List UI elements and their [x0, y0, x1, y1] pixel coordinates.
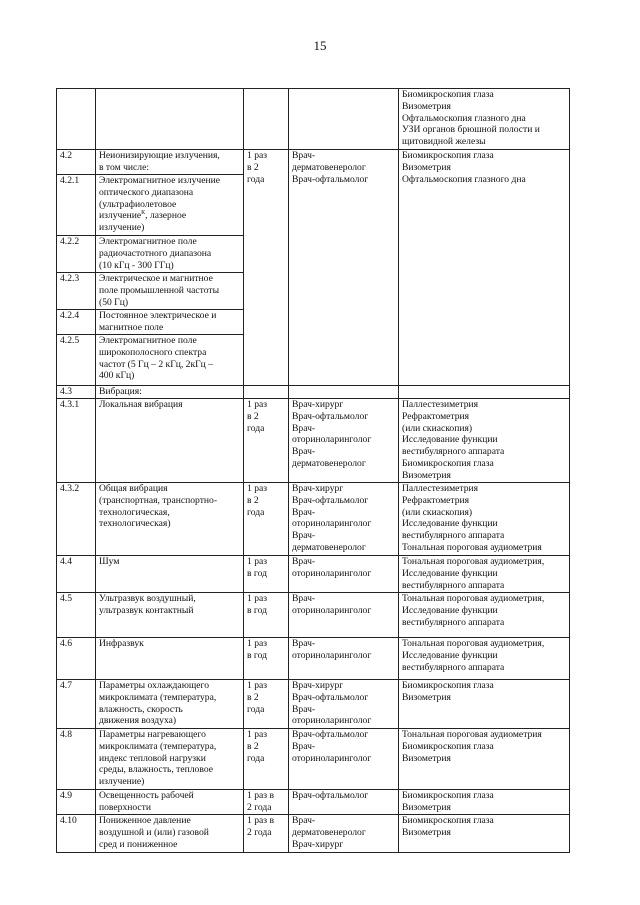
row-number: 4.3 — [57, 386, 96, 399]
frequency-cell: 1 раз в 2 года — [244, 729, 289, 790]
frequency-cell: 1 раз в год — [244, 593, 289, 638]
factor-cell: Электрическое и магнитное поле промышленной частоты (50 Гц) — [96, 273, 244, 310]
table-row — [57, 638, 570, 680]
exams-cell: Тональная пороговая аудиометрия, Исследование функции вестибулярного аппарата — [399, 556, 570, 593]
factor-cell: Электромагнитное поле радиочастотного диапазона (10 кГц - 300 ГГц) — [96, 236, 244, 273]
factor-cell: Пониженное давление воздушной и (или) газовой сред и пониженное — [96, 815, 244, 853]
factor-cell: Постоянное электрическое и магнитное поле — [96, 310, 244, 335]
doctors-cell — [289, 386, 399, 399]
frequency-cell: 1 раз в 2 года — [244, 680, 289, 729]
doctors-cell: Врач-хирург Врач-офтальмолог Врач- оториноларинголог — [289, 680, 399, 729]
doctors-cell: Врач-хирург Врач-офтальмолог Врач- оториноларинголог Врач- дерматовенеролог — [289, 399, 399, 483]
row-number: 4.9 — [57, 790, 96, 815]
factor-cell: Неионизирующие излучения, в том числе: — [96, 150, 244, 175]
frequency-cell: 1 раз в 2 года — [244, 150, 289, 386]
doctors-cell: Врач-офтальмолог Врач- оториноларинголог — [289, 729, 399, 790]
exams-cell: Тональная пороговая аудиометрия, Исследование функции вестибулярного аппарата — [399, 593, 570, 638]
row-number: 4.10 — [57, 815, 96, 853]
row-number: 4.3.2 — [57, 483, 96, 556]
factor-cell — [96, 89, 244, 150]
frequency-cell: 1 раз в 2 года — [244, 815, 289, 853]
factor-cell: Ультразвук воздушный, ультразвук контактный — [96, 593, 244, 638]
frequency-cell: 1 раз в 2 года — [244, 483, 289, 556]
row-number: 4.2.4 — [57, 310, 96, 335]
factor-cell: Электромагнитное излучение оптического диапазона (ультрафиолетовое излучение$^К$, лазерное излучение) — [96, 175, 244, 236]
frequency-cell: 1 раз в 2 года — [244, 790, 289, 815]
doctors-cell: Врач- оториноларинголог — [289, 593, 399, 638]
factor-cell: Общая вибрация (транспортная, транспортно- технологическая, технологическая) — [96, 483, 244, 556]
factor-cell: Параметры нагревающего микроклимата (температура, индекс тепловой нагрузки среды, влажность, тепловое излучение) — [96, 729, 244, 790]
factor-cell: Освещенность рабочей поверхности — [96, 790, 244, 815]
factor-cell: Локальная вибрация — [96, 399, 244, 483]
factor-cell: Электромагнитное поле широкополосного спектра частот (5 Гц – 2 кГц, 2кГц – 400 кГц) — [96, 335, 244, 386]
exams-cell: Тональная пороговая аудиометрия Биомикроскопия глаза Визометрия — [399, 729, 570, 790]
doctors-cell: Врач- дерматовенеролог Врач-офтальмолог — [289, 150, 399, 386]
table-row — [57, 593, 570, 638]
table-row — [57, 790, 570, 815]
exams-cell: Тональная пороговая аудиометрия, Исследование функции вестибулярного аппарата — [399, 638, 570, 680]
doctors-cell: Врач- оториноларинголог — [289, 638, 399, 680]
exams-cell: Паллестезиметрия Рефрактометрия (или скиаскопия) Исследование функции вестибулярного аппарата Тональная пороговая аудиометрия — [399, 483, 570, 556]
table-row — [57, 386, 570, 399]
table-row — [57, 483, 570, 556]
frequency-cell — [244, 89, 289, 150]
exams-cell: Биомикроскопия глаза Визометрия Офтальмоскопия глазного дна УЗИ органов брюшной полости и щитовидной железы — [399, 89, 570, 150]
row-number: 4.7 — [57, 680, 96, 729]
row-number: 4.8 — [57, 729, 96, 790]
row-number: 4.3.1 — [57, 399, 96, 483]
table-row — [57, 729, 570, 790]
row-number: 4.4 — [57, 556, 96, 593]
exams-cell — [399, 386, 570, 399]
table-row — [57, 89, 570, 150]
frequency-cell: 1 раз в год — [244, 638, 289, 680]
table-row — [57, 399, 570, 483]
row-number: 4.2.2 — [57, 236, 96, 273]
frequency-cell — [244, 386, 289, 399]
doctors-cell: Врач-хирург Врач-офтальмолог Врач- оториноларинголог Врач- дерматовенеролог — [289, 483, 399, 556]
row-number: 4.2.5 — [57, 335, 96, 386]
row-number: 4.2.1 — [57, 175, 96, 236]
row-number: 4.2 — [57, 150, 96, 175]
exams-cell: Биомикроскопия глаза Визометрия Офтальмоскопия глазного дна — [399, 150, 570, 386]
factor-cell: Инфразвук — [96, 638, 244, 680]
row-number: 4.2.3 — [57, 273, 96, 310]
frequency-cell: 1 раз в год — [244, 556, 289, 593]
doctors-cell — [289, 89, 399, 150]
superscript-mark: К — [141, 210, 146, 217]
factor-cell: Вибрация: — [96, 386, 244, 399]
exams-cell: Паллестезиметрия Рефрактометрия (или скиаскопия) Исследование функции вестибулярного аппарата Биомикроскопия глаза Визометрия — [399, 399, 570, 483]
page-number: 15 — [313, 38, 327, 53]
doctors-cell: Врач- дерматовенеролог Врач-хирург — [289, 815, 399, 853]
table-row — [57, 680, 570, 729]
factor-cell: Параметры охлаждающего микроклимата (температура, влажность, скорость движения воздуха) — [96, 680, 244, 729]
row-number: 4.5 — [57, 593, 96, 638]
table-row — [57, 150, 570, 175]
row-number: 4.6 — [57, 638, 96, 680]
factor-cell: Шум — [96, 556, 244, 593]
medical-exam-table — [56, 88, 570, 853]
doctors-cell: Врач-офтальмолог — [289, 790, 399, 815]
frequency-cell: 1 раз в 2 года — [244, 399, 289, 483]
table-row — [57, 556, 570, 593]
row-number — [57, 89, 96, 150]
exams-cell: Биомикроскопия глаза Визометрия — [399, 790, 570, 815]
doctors-cell: Врач- оториноларинголог — [289, 556, 399, 593]
exams-cell: Биомикроскопия глаза Визометрия — [399, 680, 570, 729]
exams-cell: Биомикроскопия глаза Визометрия — [399, 815, 570, 853]
table-row — [57, 815, 570, 853]
